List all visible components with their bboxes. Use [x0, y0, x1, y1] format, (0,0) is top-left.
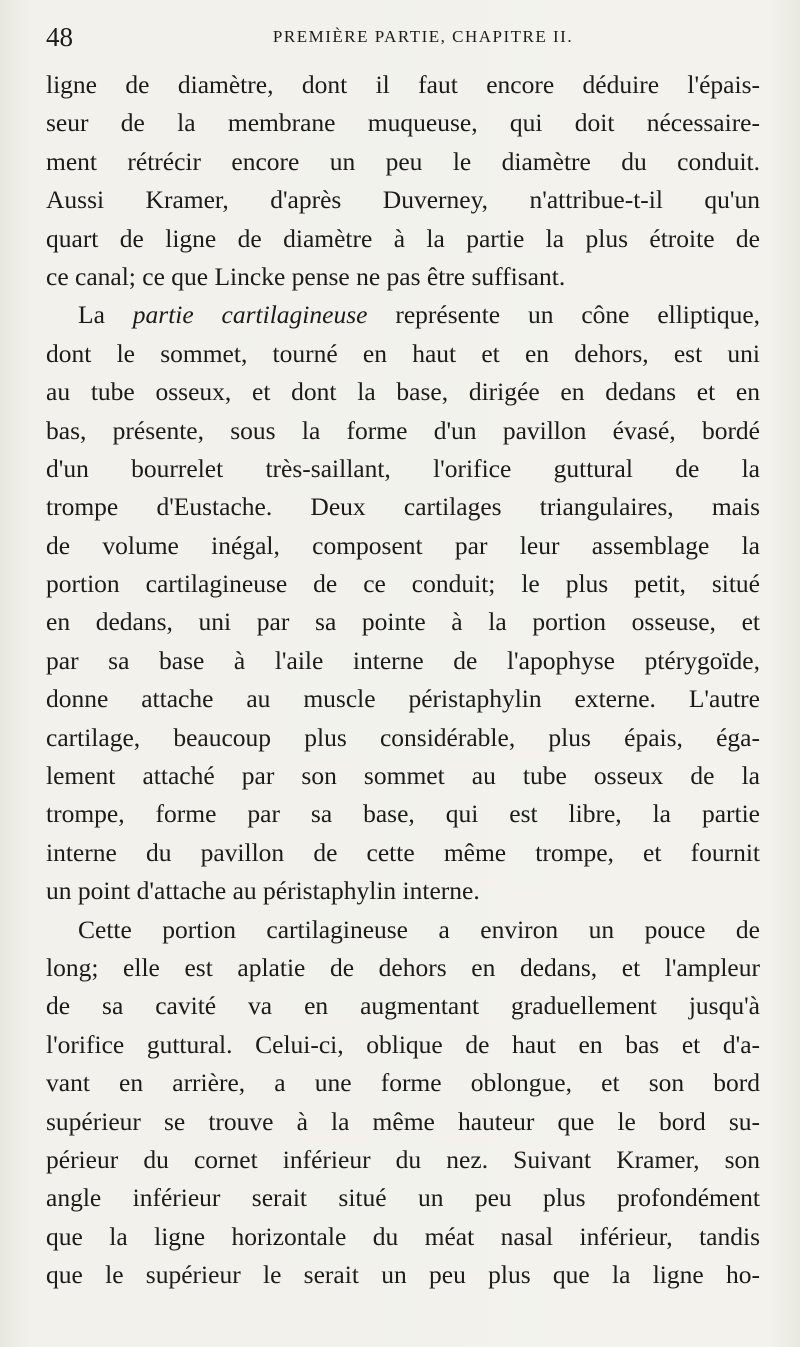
text-line: d'un bourrelet très-saillant, l'orifice guttural de la — [46, 453, 760, 483]
text-line: portion cartilagineuse de ce conduit; le plus petit, situé — [46, 569, 760, 599]
text-line: trompe d'Eustache. Deux cartilages triangulaires, mais — [46, 492, 760, 522]
text-line: ce canal; ce que Lincke pense ne pas être suffisant. — [46, 261, 566, 291]
text-line: l'orifice guttural. Celui-ci, oblique de haut en bas et d'a- — [46, 1029, 760, 1059]
text-line: long; elle est aplatie de dehors en dedans, et l'ampleur — [46, 952, 760, 982]
text-line: bas, présente, sous la forme d'un pavillon évasé, bordé — [46, 415, 760, 445]
text-line: périeur du cornet inférieur du nez. Suivant Kramer, son — [46, 1144, 760, 1174]
text-line: vant en arrière, a une forme oblongue, et son bord — [46, 1068, 760, 1098]
text-line: que la ligne horizontale du méat nasal inférieur, tandis — [46, 1221, 760, 1251]
page-number: 48 — [46, 22, 73, 52]
text-line: cartilage, beaucoup plus considérable, plus épais, éga- — [46, 722, 760, 752]
paragraph-3 — [46, 911, 760, 1295]
text-line: Aussi Kramer, d'après Duverney, n'attribue-t-il qu'un — [46, 185, 760, 215]
text-line: au tube osseux, et dont la base, dirigée en dedans et en — [46, 377, 760, 407]
text-line: que le supérieur le serait un peu plus que la ligne ho- — [46, 1260, 760, 1290]
paragraph-1 — [46, 66, 760, 296]
text-line: quart de ligne de diamètre à la partie la plus étroite de — [46, 223, 760, 253]
text-line-first — [46, 296, 760, 334]
text-line: supérieur se trouve à la même hauteur que le bord su- — [46, 1106, 760, 1136]
running-head — [46, 14, 760, 60]
text-line: trompe, forme par sa base, qui est libre, la partie — [46, 799, 760, 829]
text-line: de volume inégal, composent par leur assemblage la — [46, 530, 760, 560]
text-line: ligne de diamètre, dont il faut encore déduire l'épais- — [46, 70, 760, 99]
text-line: seur de la membrane muqueuse, qui doit nécessaire- — [46, 108, 760, 138]
text-line: lement attaché par son sommet au tube osseux de la — [46, 761, 760, 791]
text-line: en dedans, uni par sa pointe à la portion osseuse, et — [46, 607, 760, 637]
text-line: dont le sommet, tourné en haut et en dehors, est uni — [46, 338, 760, 368]
text-segment: La — [78, 300, 105, 330]
text-line: un point d'attache au péristaphylin interne. — [46, 876, 480, 906]
text-line: donne attache au muscle péristaphylin externe. L'autre — [46, 684, 760, 714]
paragraph-2 — [46, 296, 760, 910]
italic-term: partie cartilagineuse — [132, 300, 368, 330]
text-segment: représente un cône elliptique, — [395, 300, 760, 330]
text-line: angle inférieur serait situé un peu plus profondément — [46, 1183, 760, 1213]
text-line: par sa base à l'aile interne de l'apophyse ptérygoïde, — [46, 645, 760, 675]
running-title: PREMIÈRE PARTIE, CHAPITRE II. — [272, 27, 574, 46]
body-text — [46, 66, 760, 1295]
text-line: de sa cavité va en augmentant graduellement jusqu'à — [46, 991, 760, 1021]
text-line: interne du pavillon de cette même trompe, et fournit — [46, 837, 760, 867]
text-line: ment rétrécir encore un peu le diamètre du conduit. — [46, 146, 760, 176]
text-line: Cette portion cartilagineuse a environ un pouce de — [78, 914, 760, 944]
